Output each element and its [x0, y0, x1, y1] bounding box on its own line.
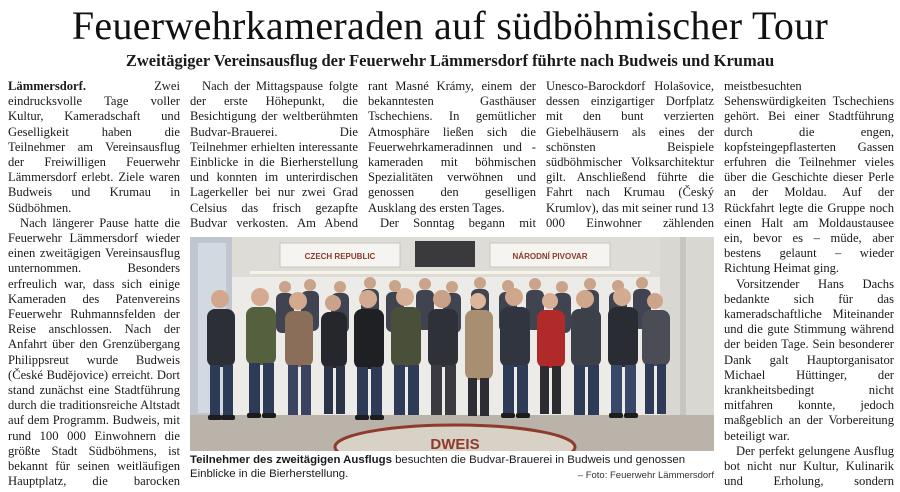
paragraph: meistbesuchten Sehenswürdigkeiten Tschechiens gehört. Bei einer Stadtführung durch die engen, kopfsteingepflasterten Gassen erfuhren die Teilnehmer vieles über die Geschichte dieser Perle an der Moldau. Auf der Rückfahrt legte die Gruppe noch einen Halt am Moldaustausee ein, bevor es – müde, aber bestens gelaunt – wieder Richtung Heimat ging.	[724, 79, 894, 276]
caption-lead: Teilnehmer des zweitägigen Ausflugs	[190, 454, 392, 466]
paragraph	[724, 444, 894, 491]
article-column-2	[190, 79, 358, 231]
headline: Feuerwehrkameraden auf südböhmischer Tour	[71, 3, 829, 48]
paragraph: Nach längerer Pause hatte die Feuerwehr Lämmersdorf wieder einen zweitägigen Vereinsausflug unternommen. Besonders erfreulich war, dass sich einige Kameraden des Patenvereins Feuerwehr Ruhmannsfelden der Reise anschlossen. Nach der Anfahrt über den Grenzübergang Philippsreut wurde Budweis (České Budějovice) erreicht. Dort stand zunächst eine Stadtführung durch die traditionsreiche Altstadt auf dem Programm. Budweis, mit rund 100 000 Einwohnern die größte Stadt Südböhmens, ist bekannt für seinen weitläufigen Hauptplatz, die barocken	[8, 215, 180, 489]
paragraph-text: Der perfekt gelungene Ausflug bot nicht nur Kultur, Kulinarik und Erholung, sondern	[724, 443, 894, 489]
caption-text: besuchten die Budvar-Brauerei in Budweis und genossen Einblicke in die Bierherstellung.	[190, 454, 686, 480]
paragraph: Zwei eindrucksvolle Tage voller Kultur, Kameradschaft und Geselligkeit haben die Teilnehmer am Vereinsausflug der Freiwilligen Feuerwehr Lämmersdorf erlebt. Ziele waren Budweis und Krumau in Südböhmen.	[8, 79, 180, 215]
article-column-3	[368, 79, 536, 231]
sign-left: CZECH REPUBLIC	[304, 252, 376, 261]
paragraph: rant Masné Krámy, einem der bekanntesten Gasthäuser Tschechiens. In gemütlicher Atmosphäre ließen sich die Feuerwehrkameradinnen und -kameraden mit böhmischen Spezialitäten verwöhnen und genossen den geselligen Ausklang des ersten Tages.	[368, 79, 536, 215]
article-column-4	[546, 79, 714, 231]
paragraph: Vorsitzender Hans Dachs bedankte sich für das kameradschaftliche Miteinander und die gute Stimmung während der beiden Tage. Sein besonderer Dank galt Hauptorganisator Michael Hüttinger, der krankheitsbedingt nicht mitfahren konnte, jedoch maßgeblich an der Vorbereitung beteiligt war.	[724, 276, 894, 443]
group-photo	[190, 237, 714, 451]
group-photo-illustration	[190, 237, 714, 451]
paragraph: Unesco-Barockdorf Holašovice, dessen einzigartiger Dorfplatz mit den bunt verzierten Giebelhäusern als eines der schönsten Beispiele südböhmischer Volksarchitektur gilt. Anschließend führte die Fahrt nach Krumau (Český Krumlov), das mit seiner rund 13 000 Einwohner zählenden	[546, 79, 714, 230]
dateline: Lämmersdorf.	[8, 79, 86, 93]
subheadline: Zweitägiger Vereinsausflug der Feuerwehr Lämmersdorf führte nach Budweis und Krumau	[125, 51, 775, 70]
floor-logo: DWEIS	[430, 436, 480, 451]
paragraph: Der Sonntag begann mit	[380, 215, 536, 230]
paragraph: Nach der Mittagspause folgte der erste Höhepunkt, die Besichtigung der weltberühmten Budvar-Brauerei. Die Teilnehmer erhielten interessante Einblicke in die Bierherstellung und konnten im unterirdischen Lagerkeller bei nur zwei Grad Celsius das frisch gezapfte Budvar verkosten. Am Abend	[190, 79, 358, 230]
photo-credit: – Foto: Feuerwehr Lämmersdorf	[577, 470, 714, 481]
article-column-1	[8, 79, 180, 491]
sign-right: NÁRODNÍ PIVOVAR	[512, 252, 588, 261]
article-column-5	[724, 79, 894, 491]
